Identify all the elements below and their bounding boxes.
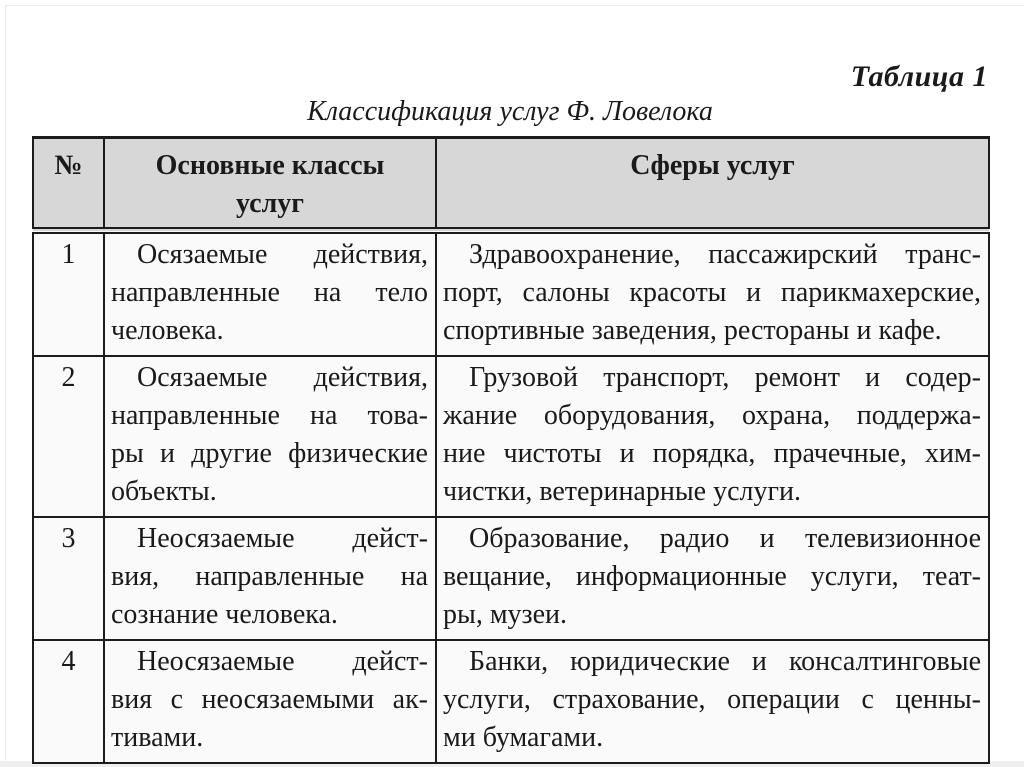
cell-line: жание оборудования, охрана, поддержа- [443, 400, 981, 431]
header-line: услуг [236, 188, 304, 219]
cell-line: сознание человека. [111, 599, 338, 630]
cell-line: Неосязаемые дейст- [137, 523, 428, 554]
services-table [32, 136, 990, 764]
table-header-row [33, 138, 989, 231]
table-row [33, 517, 989, 640]
table-row [33, 356, 989, 517]
class-cell [104, 356, 436, 517]
row-number-cell: 4 [33, 640, 104, 763]
cell-line: человека. [111, 315, 224, 346]
sphere-cell [436, 517, 989, 640]
class-cell [104, 517, 436, 640]
cell-line: спортивные заведения, рестораны и кафе. [443, 315, 942, 346]
slide-border-left [5, 5, 6, 767]
cell-line: Осязаемые действия, [137, 362, 428, 393]
cell-line: вия с неосязаемыми ак- [111, 684, 428, 715]
header-number-cell: № [33, 138, 104, 231]
cell-line: ми бумагами. [443, 722, 604, 753]
sphere-cell [436, 356, 989, 517]
cell-line: порт, салоны красоты и парикмахерские, [443, 277, 981, 308]
sphere-cell [436, 640, 989, 763]
sphere-cell [436, 231, 989, 357]
slide-border-top [5, 5, 1024, 6]
cell-line: вещание, информационные услуги, теат- [443, 561, 981, 592]
cell-line: Образование, радио и телевизионное [469, 523, 981, 554]
cell-line: тивами. [111, 722, 204, 753]
cell-line: ние чистоты и порядка, прачечные, хим- [443, 438, 981, 469]
cell-line: чистки, ветеринарные услуги. [443, 476, 801, 507]
cell-line: Грузовой транспорт, ремонт и содер- [469, 362, 981, 393]
header-line: Основные классы [155, 150, 385, 181]
header-class-cell [104, 138, 436, 231]
table-row [33, 231, 989, 357]
class-cell [104, 231, 436, 357]
cell-line: ры, музеи. [443, 599, 568, 630]
cell-line: вия, направленные на [111, 561, 428, 592]
table-row [33, 640, 989, 763]
header-sphere-cell: Сферы услуг [436, 138, 989, 231]
cell-line: услуги, страхование, операции с ценны- [443, 684, 981, 715]
cell-line: ры и другие физические [111, 438, 428, 469]
cell-line: Банки, юридические и консалтинговые [469, 646, 981, 677]
row-number-cell: 1 [33, 231, 104, 357]
table-caption: Классификация услуг Ф. Ловелока [307, 96, 713, 127]
cell-line: направленные на тело [111, 277, 428, 308]
cell-line: Осязаемые действия, [137, 239, 428, 270]
cell-line: Неосязаемые дейст- [137, 646, 428, 677]
table-number-label: Таблица 1 [850, 60, 988, 93]
cell-line: объекты. [111, 476, 217, 507]
class-cell [104, 640, 436, 763]
cell-line: Здравоохранение, пассажирский транс- [469, 239, 981, 270]
cell-line: направленные на това- [111, 400, 428, 431]
row-number-cell: 2 [33, 356, 104, 517]
row-number-cell: 3 [33, 517, 104, 640]
